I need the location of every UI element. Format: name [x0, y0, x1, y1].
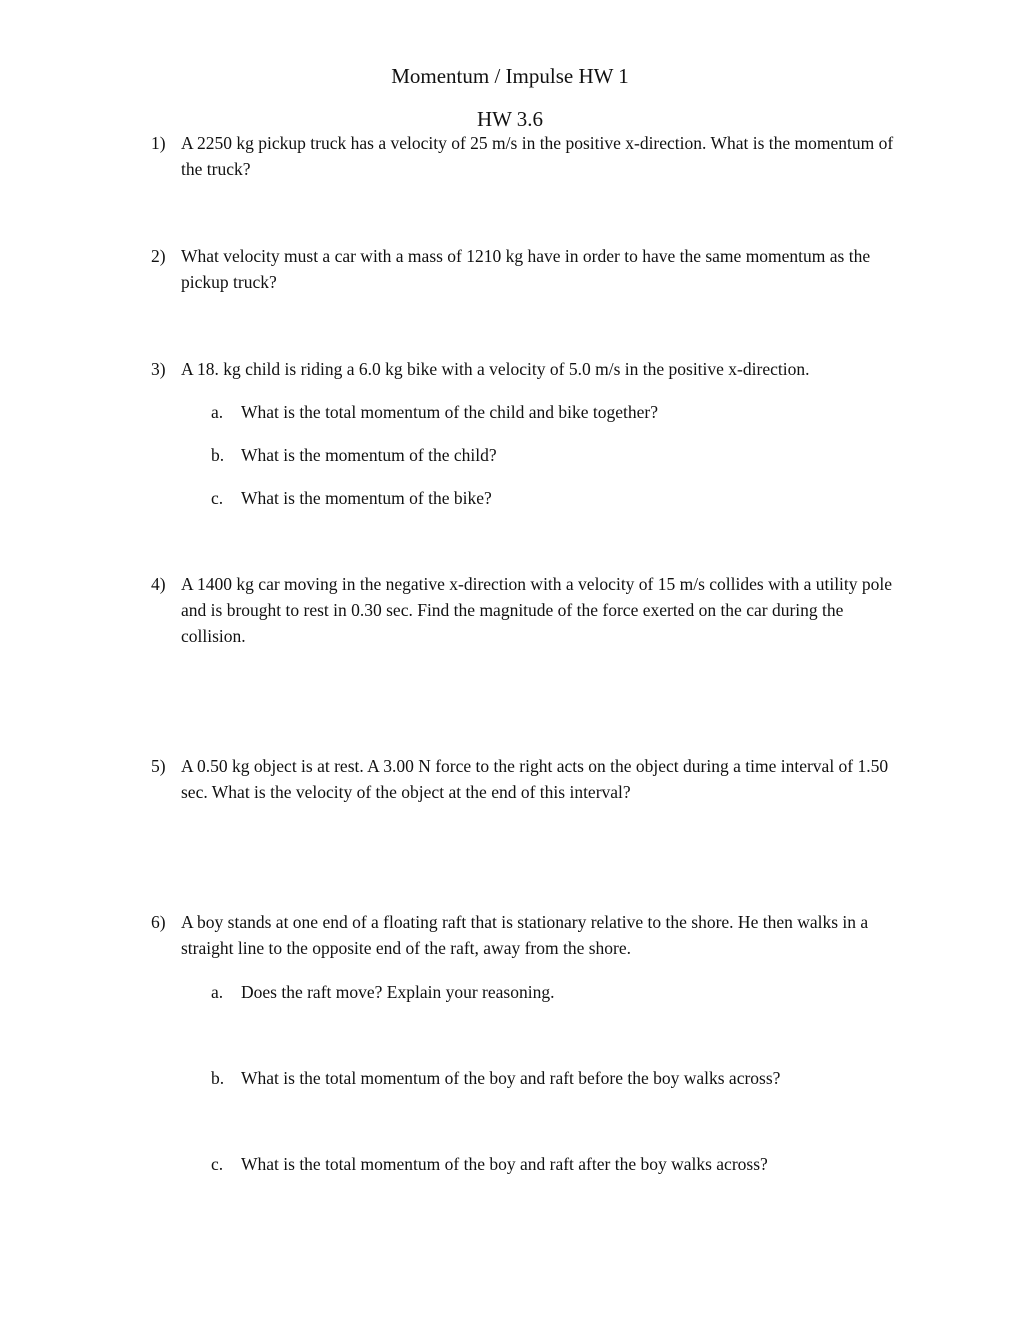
question-number: 4)	[151, 574, 166, 594]
part-text: What is the total momentum of the boy and raft before the boy walks across?	[241, 1068, 781, 1088]
question-number: 5)	[151, 756, 166, 776]
question-text: A 0.50 kg object is at rest. A 3.00 N force to the right acts on the object during a time interval of 1.50 sec. What is the velocity of the object at the end of this interval?	[181, 756, 889, 802]
question-number: 3)	[151, 359, 166, 379]
page-title: Momentum / Impulse HW 1	[391, 64, 629, 88]
question-text: A 1400 kg car moving in the negative x-direction with a velocity of 15 m/s collides with a utility pole and is brought to rest in 0.30 sec. Find the magnitude of the force exerted on the car during the collision.	[181, 574, 893, 646]
question-text: What velocity must a car with a mass of 1210 kg have in order to have the same momentum as the pickup truck?	[181, 246, 871, 292]
part-text: Does the raft move? Explain your reasoning.	[241, 982, 555, 1002]
part-text: What is the momentum of the bike?	[241, 488, 492, 508]
part-letter: b.	[211, 445, 225, 465]
part-letter: a.	[211, 982, 224, 1002]
part-letter: c.	[211, 1154, 224, 1174]
part-text: What is the momentum of the child?	[241, 445, 497, 465]
question-text: A 2250 kg pickup truck has a velocity of 25 m/s in the positive x-direction. What is the momentum of the truck?	[181, 133, 894, 179]
part-text: What is the total momentum of the child and bike together?	[241, 402, 658, 422]
question-number: 2)	[151, 246, 166, 266]
question-text: A boy stands at one end of a floating raft that is stationary relative to the shore. He then walks in a straight line to the opposite end of the raft, away from the shore.	[181, 912, 869, 958]
part-text: What is the total momentum of the boy and raft after the boy walks across?	[241, 1154, 768, 1174]
question-number: 1)	[151, 133, 166, 153]
part-letter: b.	[211, 1068, 225, 1088]
part-letter: a.	[211, 402, 224, 422]
page-subtitle: HW 3.6	[476, 107, 544, 131]
part-letter: c.	[211, 488, 224, 508]
question-text: A 18. kg child is riding a 6.0 kg bike with a velocity of 5.0 m/s in the positive x-direction.	[181, 359, 810, 379]
question-number: 6)	[151, 912, 166, 932]
